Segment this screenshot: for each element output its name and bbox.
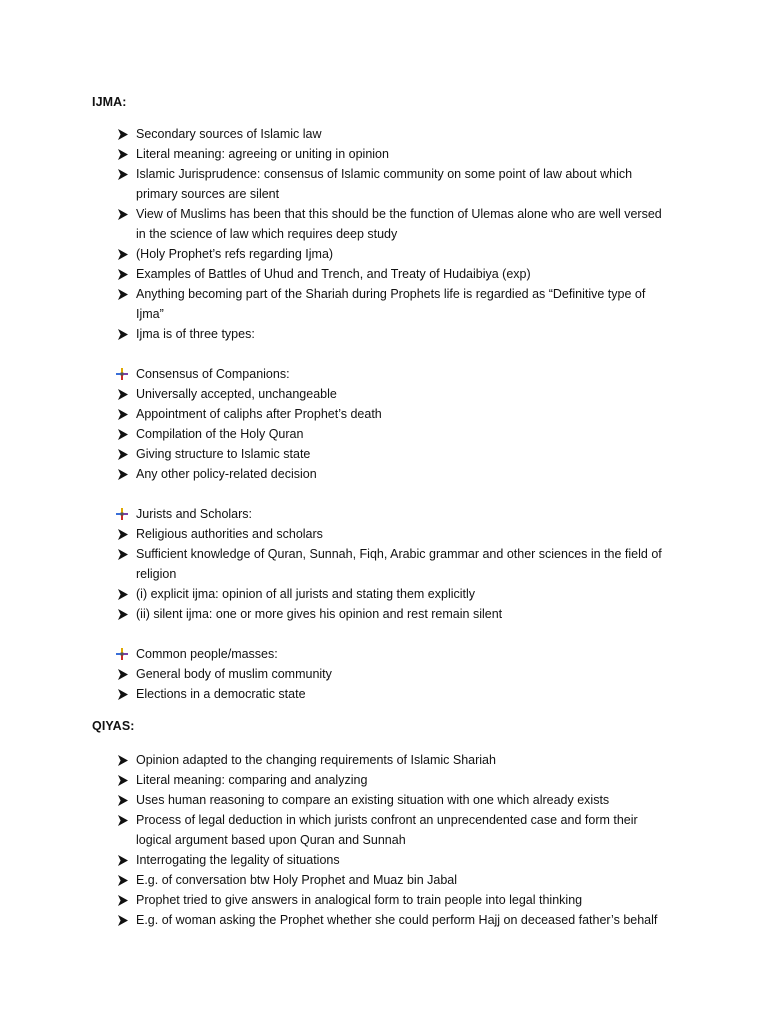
arrow-bullet-icon xyxy=(114,890,130,910)
arrow-bullet-icon xyxy=(114,770,130,790)
list-item xyxy=(114,544,674,584)
list-item xyxy=(114,524,674,544)
arrow-bullet-icon xyxy=(114,790,130,810)
arrow-bullet-icon xyxy=(114,544,130,564)
list-item xyxy=(114,504,674,524)
arrow-bullet-icon xyxy=(114,204,130,224)
arrow-bullet-icon xyxy=(114,810,130,830)
list-item-text: View of Muslims has been that this should be the function of Ulemas alone who are well versed in the science of law which requires deep study xyxy=(136,207,662,241)
list-item xyxy=(114,644,674,664)
list-item-text: Religious authorities and scholars xyxy=(136,527,323,541)
list-item-text: Islamic Jurisprudence: consensus of Islamic community on some point of law about which primary sources are silent xyxy=(136,167,633,201)
list-item-text: E.g. of conversation btw Holy Prophet and Muaz bin Jabal xyxy=(136,873,458,887)
list-item-text: Opinion adapted to the changing requirements of Islamic Shariah xyxy=(136,753,496,767)
list-item xyxy=(114,850,674,870)
list-item xyxy=(114,910,674,930)
list-item-text: Jurists and Scholars: xyxy=(136,507,253,521)
list-item xyxy=(114,144,674,164)
list-item-text: Uses human reasoning to compare an existing situation with one which already exists xyxy=(136,793,610,807)
list-item xyxy=(114,870,674,890)
arrow-bullet-icon xyxy=(114,870,130,890)
list-item xyxy=(114,404,674,424)
arrow-bullet-icon xyxy=(114,384,130,404)
list-item xyxy=(114,584,674,604)
list-item-text: Elections in a democratic state xyxy=(136,687,306,701)
list-item-text: Giving structure to Islamic state xyxy=(136,447,311,461)
list-item xyxy=(114,164,674,204)
list-item-text: (Holy Prophet’s refs regarding Ijma) xyxy=(136,247,334,261)
arrow-bullet-icon xyxy=(114,444,130,464)
list-item-text: (ii) silent ijma: one or more gives his opinion and rest remain silent xyxy=(136,607,503,621)
list-item-text: Interrogating the legality of situations xyxy=(136,853,340,867)
list-item xyxy=(114,790,674,810)
arrow-bullet-icon xyxy=(114,750,130,770)
list-item-text: Literal meaning: comparing and analyzing xyxy=(136,773,368,787)
list-item xyxy=(114,424,674,444)
arrow-bullet-icon xyxy=(114,524,130,544)
list-item-text: (i) explicit ijma: opinion of all jurists and stating them explicitly xyxy=(136,587,476,601)
arrow-bullet-icon xyxy=(114,584,130,604)
list-item-text: Appointment of caliphs after Prophet’s death xyxy=(136,407,382,421)
list-item xyxy=(114,684,674,704)
arrow-bullet-icon xyxy=(114,464,130,484)
list-item xyxy=(114,284,674,324)
arrow-bullet-icon xyxy=(114,324,130,344)
list-item xyxy=(114,324,674,344)
arrow-bullet-icon xyxy=(114,284,130,304)
list-item-text: Prophet tried to give answers in analogical form to train people into legal thinking xyxy=(136,893,583,907)
arrow-bullet-icon xyxy=(114,404,130,424)
section-heading-qiyas: QIYAS: xyxy=(92,719,135,733)
arrow-bullet-icon xyxy=(114,164,130,184)
list-item xyxy=(114,890,674,910)
arrow-bullet-icon xyxy=(114,264,130,284)
arrow-bullet-icon xyxy=(114,664,130,684)
list-item-text: Process of legal deduction in which jurists confront an unprecendented case and form their logical argument based upon Quran and Sunnah xyxy=(136,813,638,847)
arrow-bullet-icon xyxy=(114,424,130,444)
list-item-text: Universally accepted, unchangeable xyxy=(136,387,337,401)
list-item-text: Sufficient knowledge of Quran, Sunnah, Fiqh, Arabic grammar and other sciences in the field of religion xyxy=(136,547,662,581)
list-item-text: Any other policy-related decision xyxy=(136,467,317,481)
list-item xyxy=(114,124,674,144)
list-item xyxy=(114,750,674,770)
arrow-bullet-icon xyxy=(114,244,130,264)
list-item xyxy=(114,770,674,790)
list-item-text: Literal meaning: agreeing or uniting in opinion xyxy=(136,147,389,161)
four-arrows-bullet-icon xyxy=(114,364,130,384)
list-item xyxy=(114,604,674,624)
arrow-bullet-icon xyxy=(114,144,130,164)
section-heading-ijma: IJMA: xyxy=(92,95,127,109)
list-item xyxy=(114,204,674,244)
list-item xyxy=(114,444,674,464)
arrow-bullet-icon xyxy=(114,604,130,624)
arrow-bullet-icon xyxy=(114,684,130,704)
list-item-text: Consensus of Companions: xyxy=(136,367,290,381)
list-item-text: Examples of Battles of Uhud and Trench, and Treaty of Hudaibiya (exp) xyxy=(136,267,531,281)
list-item xyxy=(114,264,674,284)
list-item xyxy=(114,384,674,404)
list-item xyxy=(114,464,674,484)
arrow-bullet-icon xyxy=(114,124,130,144)
arrow-bullet-icon xyxy=(114,850,130,870)
list-item xyxy=(114,810,674,850)
four-arrows-bullet-icon xyxy=(114,644,130,664)
list-item-text: Ijma is of three types: xyxy=(136,327,255,341)
arrow-bullet-icon xyxy=(114,910,130,930)
list-item xyxy=(114,244,674,264)
list-item-text: Compilation of the Holy Quran xyxy=(136,427,304,441)
list-item xyxy=(114,364,674,384)
list-item-text: General body of muslim community xyxy=(136,667,332,681)
list-item-text: Anything becoming part of the Shariah during Prophets life is regardied as “Definitive type of Ijma” xyxy=(136,287,646,321)
four-arrows-bullet-icon xyxy=(114,504,130,524)
list-item-text: Secondary sources of Islamic law xyxy=(136,127,322,141)
list-item xyxy=(114,664,674,684)
list-item-text: E.g. of woman asking the Prophet whether she could perform Hajj on deceased father’s behalf xyxy=(136,913,658,927)
list-item-text: Common people/masses: xyxy=(136,647,278,661)
